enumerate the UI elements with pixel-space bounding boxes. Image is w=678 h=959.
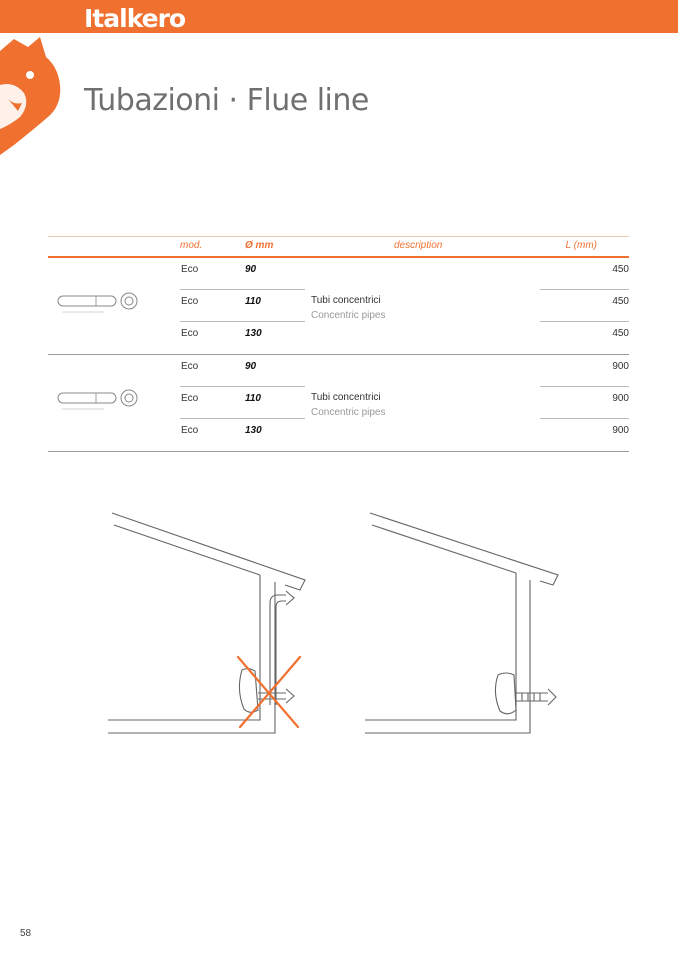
- table-row: [48, 355, 629, 387]
- cell-length: 900: [612, 393, 629, 404]
- table-row: [48, 419, 629, 451]
- table-header: [48, 236, 629, 258]
- cell-diameter: 130: [245, 425, 262, 436]
- cell-length: 900: [612, 361, 629, 372]
- wrong-installation-diagram: [100, 495, 320, 745]
- cell-length: 450: [612, 328, 629, 339]
- cell-diameter: 90: [245, 361, 257, 372]
- column-header-diameter: Ø mm: [245, 240, 274, 251]
- cell-diameter: 110: [245, 296, 261, 307]
- description-english: Concentric pipes: [311, 310, 386, 321]
- description-italian: Tubi concentrici: [311, 295, 381, 306]
- cross-icon: [238, 657, 300, 727]
- description-italian: Tubi concentrici: [311, 392, 381, 403]
- table-row: [48, 322, 629, 354]
- cell-mod: Eco: [181, 361, 199, 372]
- cell-length: 900: [612, 425, 629, 436]
- column-header-description: description: [394, 240, 443, 251]
- cell-diameter: 130: [245, 328, 262, 339]
- cell-mod: Eco: [181, 393, 199, 404]
- table-group-900: [48, 355, 629, 452]
- correct-installation-diagram: [360, 495, 580, 745]
- description-english: Concentric pipes: [311, 407, 386, 418]
- column-header-length: L (mm): [565, 240, 597, 251]
- cell-mod: Eco: [181, 296, 199, 307]
- flue-line-table: [48, 236, 629, 452]
- column-header-mod: mod.: [180, 240, 203, 251]
- cell-diameter: 90: [245, 264, 257, 275]
- cell-mod: Eco: [181, 328, 199, 339]
- cell-length: 450: [612, 264, 629, 275]
- cell-mod: Eco: [181, 425, 199, 436]
- cell-diameter: 110: [245, 393, 261, 404]
- table-group-450: [48, 258, 629, 355]
- brand-logo: Italkero: [84, 4, 186, 33]
- page-title: Tubazioni · Flue line: [84, 83, 369, 118]
- page-number: 58: [20, 928, 32, 939]
- cell-mod: Eco: [181, 264, 199, 275]
- fox-logo-icon: [0, 33, 70, 163]
- table-row: [48, 258, 629, 290]
- header-bar: [0, 0, 678, 33]
- cell-length: 450: [612, 296, 629, 307]
